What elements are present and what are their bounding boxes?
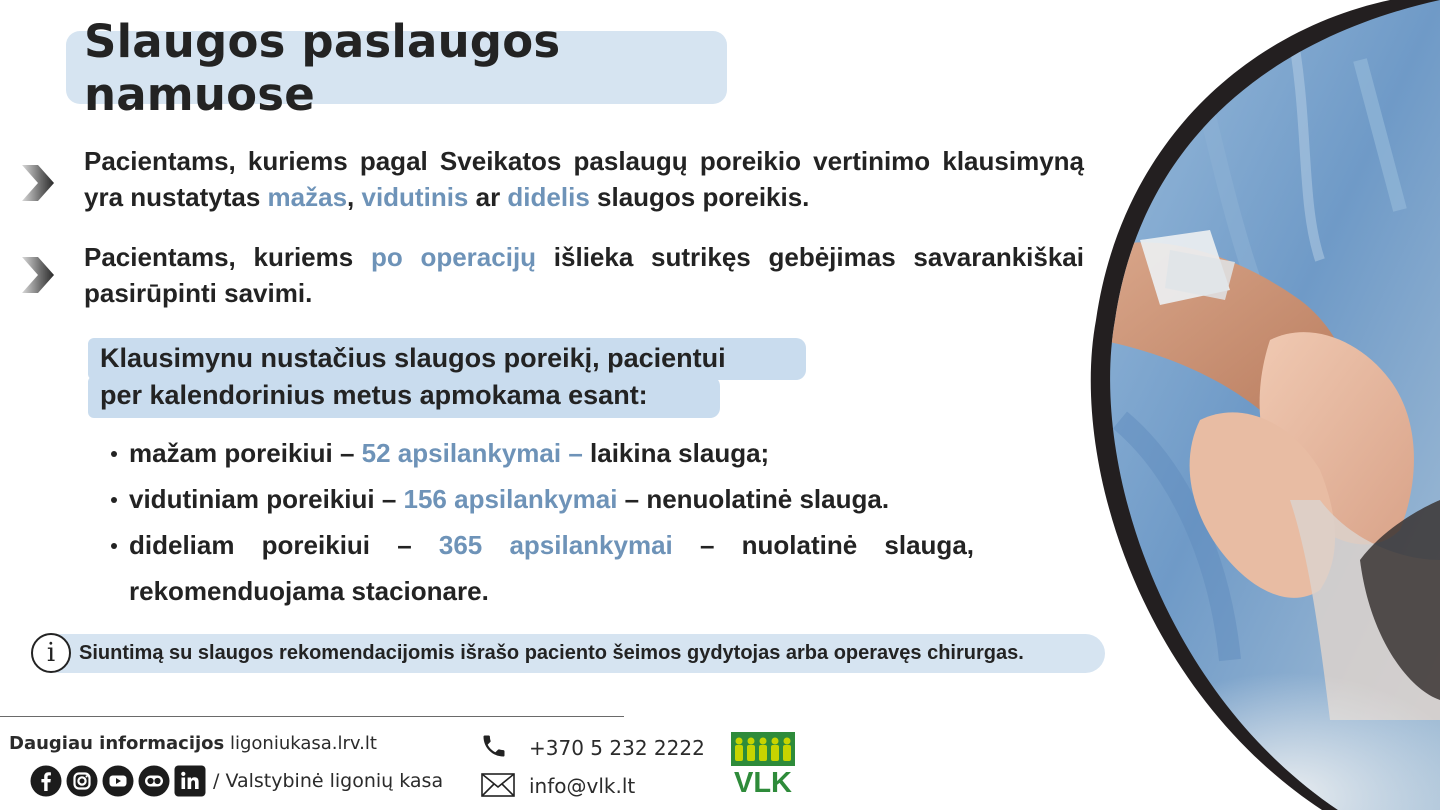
bullet1-text-end: slaugos poreikis.	[589, 182, 810, 212]
email-address[interactable]: info@vlk.lt	[529, 774, 636, 798]
instagram-icon[interactable]	[66, 765, 98, 797]
title-box	[66, 14, 727, 121]
info-icon	[31, 633, 71, 673]
need-label: vidutiniam poreikiui –	[129, 484, 404, 514]
flickr-icon[interactable]	[138, 765, 170, 797]
chevron-right-icon	[20, 163, 56, 203]
bullet1-text: Pacientams, kuriems pagal Sveikatos paslaugų poreikio vertinimo klausimyną yra nustatytas	[84, 146, 1084, 212]
needs-list	[108, 430, 974, 614]
chevron-right-icon	[20, 255, 56, 295]
care-type: – nenuolatinė slauga.	[617, 484, 890, 514]
highlight-medium: vidutinis	[361, 182, 469, 212]
more-info	[9, 733, 377, 754]
list-item	[108, 522, 974, 614]
questionnaire-heading	[100, 340, 820, 414]
footer-divider	[0, 716, 624, 717]
highlight-after-surgery: po operacijų	[370, 242, 537, 272]
bullet2-text: Pacientams, kuriems	[84, 242, 371, 272]
separator: ar	[468, 182, 508, 212]
phone-icon	[480, 732, 508, 760]
bullet2-text-end: išlieka sutrikęs gebėjimas savarankiškai pasirūpinti savimi.	[84, 242, 1084, 308]
list-item	[108, 430, 974, 476]
info-icon-letter: i	[46, 638, 56, 668]
patient-hands-photo	[1060, 0, 1440, 810]
highlight-large: didelis	[507, 182, 590, 212]
vlk-logo	[731, 732, 795, 794]
separator: ,	[347, 182, 362, 212]
highlight-small: mažas	[267, 182, 348, 212]
visits-count: 52 apsilankymai –	[361, 438, 583, 468]
info-note: Siuntimą su slaugos rekomendacijomis išrašo paciento šeimos gydytojas arba operavęs chirurgas.	[79, 642, 1024, 664]
visits-count: 365 apsilankymai	[438, 530, 673, 560]
care-type: – nuolatinė slauga, rekomenduojama stacionare.	[129, 530, 974, 606]
linkedin-icon[interactable]	[174, 765, 206, 797]
care-type: laikina slauga;	[582, 438, 770, 468]
list-item	[108, 476, 974, 522]
youtube-icon[interactable]	[102, 765, 134, 797]
questionnaire-line1: Klausimynu nustačius slaugos poreikį, pacientui	[100, 343, 726, 373]
facebook-icon[interactable]	[30, 765, 62, 797]
more-info-label: Daugiau informacijos	[9, 733, 225, 754]
vlk-logo-text: VLK	[734, 767, 792, 794]
organization-name: / Valstybinė ligonių kasa	[213, 770, 444, 792]
need-label: mažam poreikiui –	[129, 438, 362, 468]
social-links	[30, 765, 206, 797]
questionnaire-line2: per kalendorinius metus apmokama esant:	[100, 380, 648, 410]
mail-icon	[481, 773, 515, 797]
need-label: dideliam poreikiui –	[129, 530, 439, 560]
website-link[interactable]: ligoniukasa.lrv.lt	[229, 733, 377, 754]
bullet-after-surgery	[84, 239, 1084, 311]
bullet-low-medium-high-need	[84, 143, 1084, 215]
visits-count: 156 apsilankymai	[403, 484, 618, 514]
page-title: Slaugos paslaugos namuose	[84, 14, 561, 121]
phone-number[interactable]: +370 5 232 2222	[529, 736, 705, 760]
